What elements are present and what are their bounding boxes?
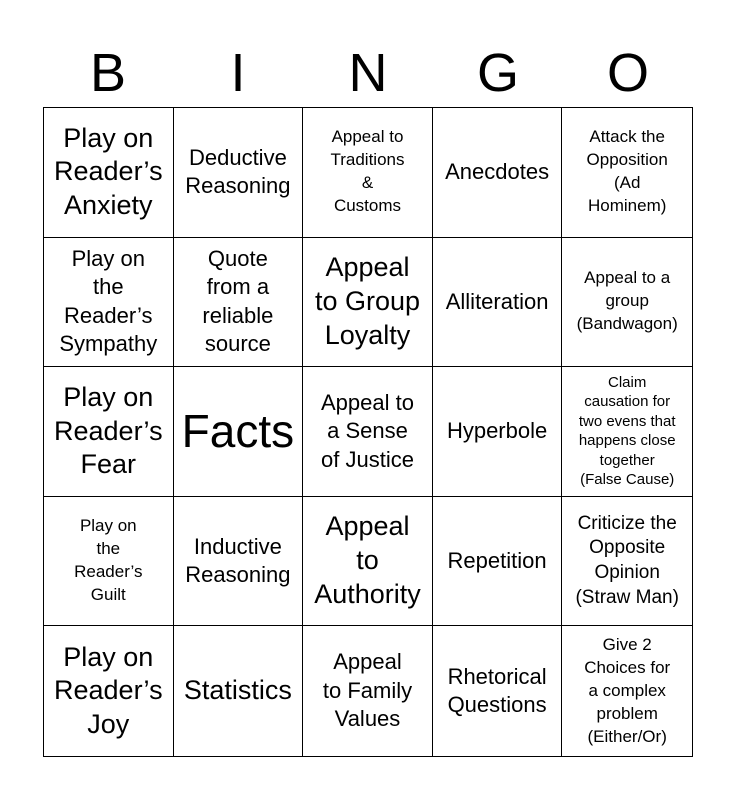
bingo-cell[interactable]: Appeal to Authority [303,497,433,627]
bingo-cell[interactable]: Appeal to a group (Bandwagon) [562,238,692,368]
header-letter-o: O [606,43,649,103]
bingo-cell[interactable]: Criticize the Opposite Opinion (Straw Man) [562,497,692,627]
bingo-cell[interactable]: Play on Reader’s Joy [44,626,174,756]
bingo-cell[interactable]: Appeal to a Sense of Justice [303,367,433,497]
bingo-cell[interactable]: Deductive Reasoning [174,108,304,238]
bingo-cell[interactable]: Anecdotes [433,108,563,238]
header-letter-n: N [348,43,388,103]
header-letter-g: G [476,43,519,103]
bingo-cell[interactable]: Inductive Reasoning [174,497,304,627]
bingo-header [43,40,693,106]
bingo-cell[interactable]: Attack the Opposition (Ad Hominem) [562,108,692,238]
bingo-cell[interactable]: Play on Reader’s Fear [44,367,174,497]
header-letter-i: I [230,43,246,103]
bingo-cell[interactable]: Statistics [174,626,304,756]
bingo-board [43,107,693,757]
bingo-cell[interactable]: Play on Reader’s Anxiety [44,108,174,238]
bingo-cell[interactable]: Appeal to Group Loyalty [303,238,433,368]
bingo-cell[interactable]: Play on the Reader’s Guilt [44,497,174,627]
bingo-cell[interactable]: Play on the Reader’s Sympathy [44,238,174,368]
bingo-cell[interactable]: Give 2 Choices for a complex problem (Either/Or) [584,634,671,746]
bingo-cell[interactable]: Appeal to Traditions & Customs [303,108,433,238]
bingo-cell[interactable]: Hyperbole [433,367,563,497]
bingo-cell[interactable]: Quote from a reliable source [174,238,304,368]
bingo-cell[interactable]: Appeal to Family Values [303,626,433,756]
bingo-cell[interactable]: Claim causation for two evens that happens close together (False Cause) [562,367,692,497]
bingo-cell[interactable]: Rhetorical Questions [433,626,563,756]
bingo-cell[interactable]: Alliteration [433,238,563,368]
header-letter-b: B [89,43,127,103]
bingo-cell[interactable]: Repetition [433,497,563,627]
bingo-cell-free[interactable]: Facts [174,367,304,497]
